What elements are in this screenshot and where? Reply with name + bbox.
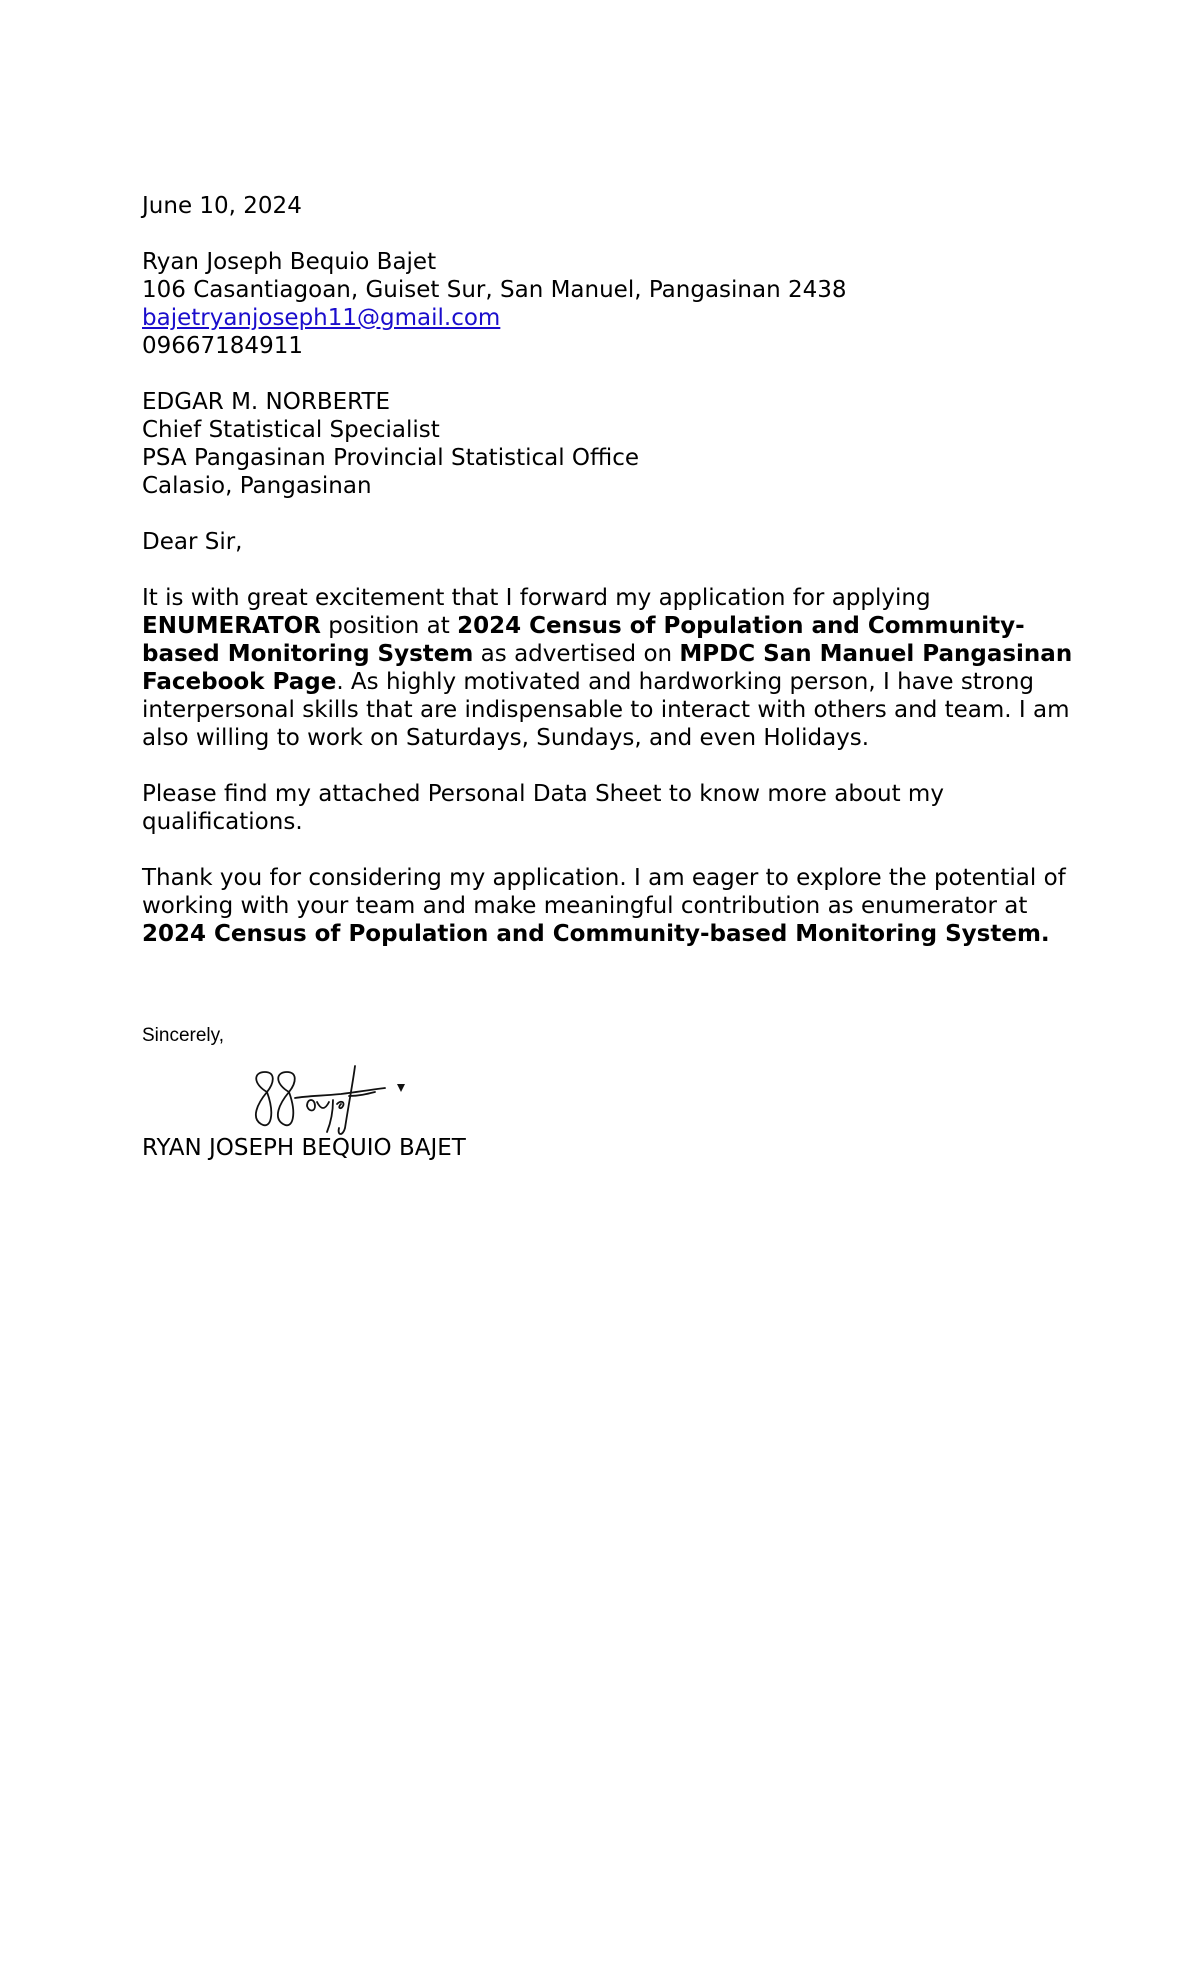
census-program-name-closing: 2024 Census of Population and Community-based Monitoring System. [142, 921, 1050, 947]
sender-block [142, 248, 1082, 360]
recipient-title: Chief Statistical Specialist [142, 417, 440, 443]
advertisement-source: MPDC San Manuel Pangasinan Facebook Page [142, 641, 1073, 695]
sender-phone: 09667184911 [142, 333, 303, 359]
sender-email-link[interactable]: bajetryanjoseph11@gmail.com [142, 305, 501, 331]
signer-name: RYAN JOSEPH BEQUIO BAJET [142, 1135, 466, 1161]
sender-name: Ryan Joseph Bequio Bajet [142, 249, 437, 275]
handwritten-signature [245, 1062, 415, 1142]
recipient-block [142, 388, 1082, 500]
body-paragraph-1 [142, 584, 1082, 752]
sender-address: 106 Casantiagoan, Guiset Sur, San Manuel, Pangasinan 2438 [142, 277, 847, 303]
paragraph-1-text-d: . As highly motivated and hardworking person, I have strong interpersonal skills that are indispensable to interact with others and team. I am also willing to work on Saturdays, Sundays, and even Holidays. [142, 669, 1070, 751]
position-title: ENUMERATOR [142, 613, 321, 639]
recipient-location: Calasio, Pangasinan [142, 473, 372, 499]
recipient-office: PSA Pangasinan Provincial Statistical Office [142, 445, 640, 471]
paragraph-3-text-a: Thank you for considering my application. I am eager to explore the potential of working with your team and make meaningful contribution as enumerator at [142, 865, 1066, 919]
paragraph-1-text-a: It is with great excitement that I forward my application for applying [142, 585, 931, 611]
letter-date: June 10, 2024 [142, 193, 302, 219]
recipient-name: EDGAR M. NORBERTE [142, 389, 391, 415]
salutation: Dear Sir, [142, 529, 243, 555]
paragraph-1-text-b: position at [320, 613, 458, 639]
closing-line: Sincerely, [142, 1025, 225, 1046]
paragraph-1-text-c: as advertised on [473, 641, 680, 667]
census-program-name: 2024 Census of Population and Community-based Monitoring System [142, 613, 1025, 667]
letter-body [142, 192, 1082, 948]
body-paragraph-3 [142, 864, 1082, 948]
body-paragraph-2: Please find my attached Personal Data Sheet to know more about my qualifications. [142, 781, 944, 835]
